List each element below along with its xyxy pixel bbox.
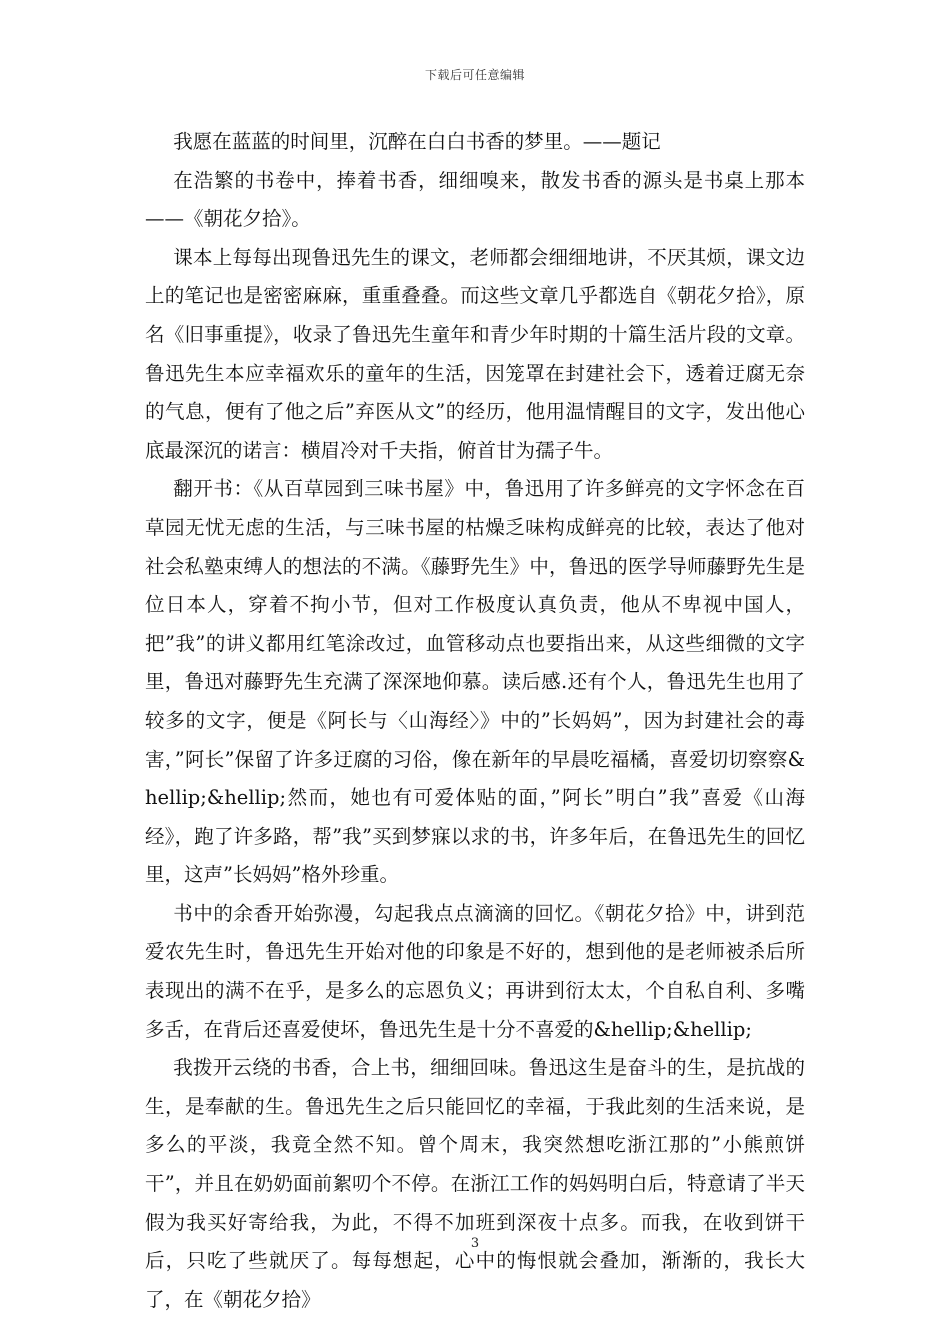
page-header: 下载后可任意编辑 — [424, 68, 525, 82]
body-paragraph: 我拨开云绕的书香，合上书，细细回味。鲁迅这生是奋斗的生，是抗战的生，是奉献的生。鲁迅先生之后只能回忆的幸福，于我此刻的生活来说，是多么的平淡，我竟全然不知。曾个周末，我突然想吃浙江那的”小熊煎饼干”，并且在奶奶面前絮叨个不停。在浙江工作的妈妈明白后，特意请了半天假为我买好寄给我，为此，不得不加班到深夜十点多。而我，在收到饼干后，只吃了些就厌了。每每想起，心中的悔恨就会叠加，渐渐的，我长大了，在《朝花夕拾》 — [145, 1056, 805, 1311]
page-number: 3 — [470, 1236, 480, 1251]
epigraph-paragraph: 我愿在蓝蓝的时间里，沉醉在白白书香的梦里。——题记 — [173, 130, 661, 153]
document-body — [145, 123, 805, 1319]
body-paragraph: 翻开书：《从百草园到三味书屋》中，鲁迅用了许多鲜亮的文字怀念在百草园无忧无虑的生活，与三味书屋的枯燥乏味构成鲜亮的比较，表达了他对社会私塾束缚人的想法的不满。《藤野先生》中，鲁迅的医学导师藤野先生是位日本人，穿着不拘小节，但对工作极度认真负责，他从不卑视中国人，把”我”的讲义都用红笔涂改过，血管移动点也要指出来，从这些细微的文字里，鲁迅对藤野先生充满了深深地仰慕。读后感.还有个人，鲁迅先生也用了较多的文字，便是《阿长与〈山海经〉》中的”长妈妈”，因为封建社会的毒害，”阿长”保留了许多迂腐的习俗，像在新年的早晨吃福橘，喜爱切切察察&hellip;&hellip;然而，她也有可爱体贴的面，”阿长”明白”我”喜爱《山海经》，跑了许多路，帮”我”买到梦寐以求的书，许多年后，在鲁迅先生的回忆里，这声”长妈妈”格外珍重。 — [145, 477, 805, 887]
body-paragraph: 课本上每每出现鲁迅先生的课文，老师都会细细地讲，不厌其烦，课文边上的笔记也是密密麻麻，重重叠叠。而这些文章几乎都选自《朝花夕拾》，原名《旧事重提》，收录了鲁迅先生童年和青少年时期的十篇生活片段的文章。鲁迅先生本应幸福欢乐的童年的生活，因笼罩在封建社会下，透着迂腐无奈的气息，便有了他之后”弃医从文”的经历，他用温情醒目的文字，发出他心底最深沉的诺言：横眉冷对千夫指，俯首甘为孺子牛。 — [145, 245, 805, 462]
body-paragraph: 书中的余香开始弥漫，勾起我点点滴滴的回忆。《朝花夕拾》中，讲到范爱农先生时，鲁迅先生开始对他的印象是不好的，想到他的是老师被杀后所表现出的满不在乎，是多么的忘恩负义；再讲到衍太太，个自私自利、多嘴多舌，在背后还喜爱使坏，鲁迅先生是十分不喜爱的&hellip;&hellip; — [145, 901, 805, 1041]
body-paragraph: 在浩繁的书卷中，捧着书香，细细嗅来，散发书香的源头是书桌上那本——《朝花夕拾》。 — [145, 168, 805, 231]
